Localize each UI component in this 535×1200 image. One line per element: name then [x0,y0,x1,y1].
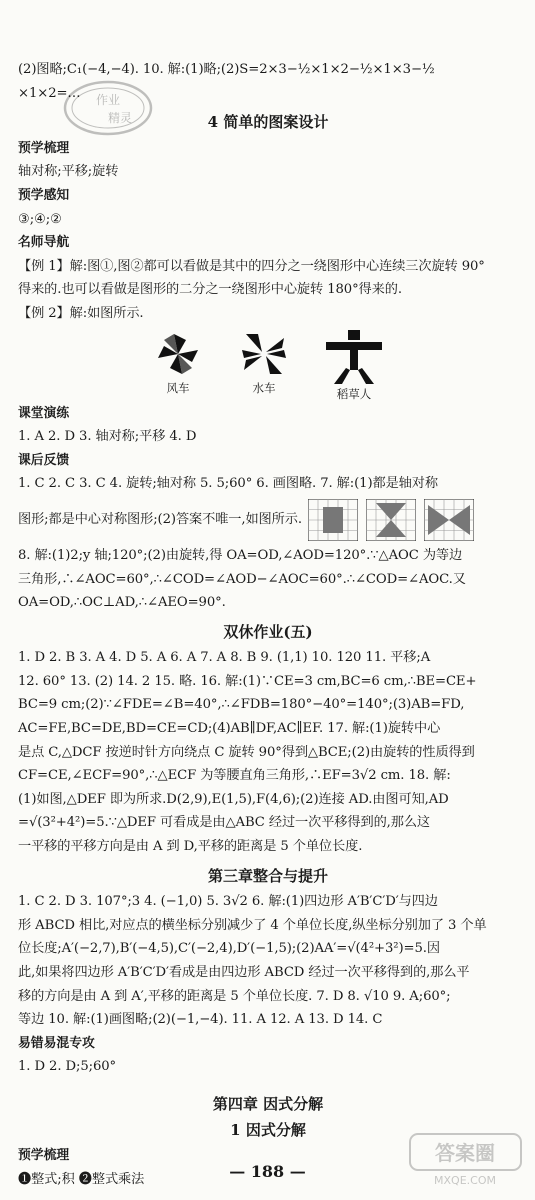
subheading: 易错易混专攻 [18,1035,95,1051]
page-content [18,58,518,1191]
answer-line: 一平移的平移方向是由 A 到 D,平移的距离是 5 个单位长度. [18,839,363,855]
answer-line: 1. A 2. D 3. 轴对称;平移 4. D [18,429,197,445]
waterwheel-icon [238,330,290,378]
section-title: 双休作业(五) [223,622,313,641]
subheading: 课后反馈 [18,452,70,468]
answer-line: OA=OD,∴OC⊥AD,∴∠AEO=90°. [18,595,226,611]
answer-line: (1)如图,△DEF 即为所求.D(2,9),E(1,5),F(4,6);(2)连接 AD.由图可知,AD [18,791,449,807]
answer-line: ❶整式;积 ❷整式乘法 [18,1171,145,1187]
answer-line: 【例 1】解:图①,图②都可以看做是其中的四分之一绕图形中心连续三次旋转 90° [18,258,485,274]
answer-line: 【例 2】解:如图所示. [18,305,144,321]
waterwheel-figure [238,330,290,402]
subheading: 预学梳理 [18,1148,70,1164]
answer-line: CF=CE,∠ECF=90°,∴△ECF 为等腰直角三角形,∴EF=3√2 cm. 18. 解: [18,768,451,784]
subheading: 课堂演练 [18,405,70,421]
subheading: 预学感知 [18,187,70,203]
subheading: 名师导航 [18,235,70,251]
windmill-icon [152,330,204,378]
answer-line: 1. C 2. D 3. 107°;3 4. (−1,0) 5. 3√2 6. 解:(1)四边形 A′B′C′D′与四边 [18,894,438,910]
scarecrow-icon [324,330,384,384]
answer-line: 得来的.也可以看做是图形的二分之一绕图形中心旋转 180°得来的. [18,282,402,298]
answer-line: 形 ABCD 相比,对应点的横坐标分别减少了 4 个单位长度,纵坐标分别加了 3 个单 [18,917,487,933]
pattern-figures [18,330,518,402]
answer-line: 轴对称;平移;旋转 [18,164,119,180]
section-title: 1 因式分解 [230,1120,306,1139]
answer-line: 1. D 2. B 3. A 4. D 5. A 6. A 7. A 8. B 9. (1,1) 10. 120 11. 平移;A [18,650,431,666]
answer-line: 8. 解:(1)2;y 轴;120°;(2)由旋转,得 OA=OD,∠AOD=120°.∵△AOC 为等边 [18,547,463,563]
subheading: 预学梳理 [18,140,70,156]
answer-line: 移的方向是由 A 到 A′,平移的距离是 5 个单位长度. 7. D 8. √10 9. A;60°; [18,988,451,1004]
grid-pattern-2 [366,499,416,541]
figure-caption: 风车 [166,380,190,395]
windmill-figure [152,330,204,402]
answer-line: 1. C 2. C 3. C 4. 旋转;轴对称 5. 5;60° 6. 画图略. 7. 解:(1)都是轴对称 [18,476,438,492]
svg-text:作业: 作业 [95,93,121,107]
answer-line: AC=FE,BC=DE,BD=CE=CD;(4)AB∥DF,AC∥EF. 17. 解:(1)旋转中心 [18,721,441,737]
scarecrow-figure [324,330,384,402]
figure-caption: 稻草人 [336,386,372,401]
watermark-logo [408,1130,523,1190]
answer-line: BC=9 cm;(2)∵∠FDE=∠B=40°,∴∠FDB=180°−40°=140°;(3)AB=FD, [18,697,465,713]
grid-pattern-3 [424,499,474,541]
answer-line: 12. 60° 13. (2) 14. 2 15. 略. 16. 解:(1)∵CE=3 cm,BC=6 cm,∴BE=CE+ [18,673,477,689]
answer-line: 三角形,∴∠AOC=60°,∴∠COD=∠AOD−∠AOC=60°.∴∠COD=∠AOC.又 [18,571,466,587]
answer-line: 等边 10. 解:(1)画图略;(2)(−1,−4). 11. A 12. A 13. D 14. C [18,1012,383,1028]
answer-line [18,496,518,544]
answer-text: 图形;都是中心对称图形;(2)答案不唯一,如图所示. [18,512,302,528]
grid-pattern-1 [308,499,358,541]
answer-line: =√(3²+4²)=5.∵△DEF 可看成是由△ABC 经过一次平移得到的,那么这 [18,815,431,831]
answer-line: 此,如果将四边形 A′B′C′D′看成是由四边形 ABCD 经过一次平移得到的,那么平 [18,965,470,980]
figure-caption: 水车 [252,380,276,395]
section-title: 4 简单的图案设计 [207,113,329,132]
grid-figures [308,499,474,541]
chapter-title: 第四章 因式分解 [212,1094,324,1113]
answer-line: ③;④;② [18,211,62,227]
answer-line: 1. D 2. D;5;60° [18,1059,117,1075]
svg-text:MXQE.COM: MXQE.COM [434,1174,496,1187]
svg-text:精灵: 精灵 [107,111,133,125]
svg-text:答案圈: 答案圈 [435,1141,495,1165]
answer-line: ×1×2=… [18,85,81,101]
section-title: 第三章整合与提升 [207,866,328,885]
answer-line: (2)图略;C₁(−4,−4). 10. 解:(1)略;(2)S=2×3−½×1×2−½×1×3−½ [18,62,435,77]
answer-line: 是点 C,△DCF 按逆时针方向绕点 C 旋转 90°得到△BCE;(2)由旋转的性质得到 [18,744,475,760]
answer-line: 位长度;A′(−2,7),B′(−4,5),C′(−2,4),D′(−1,5);(2)AA′=√(4²+3²)=5.因 [18,941,440,957]
page-number: — 188 — [229,1162,306,1181]
